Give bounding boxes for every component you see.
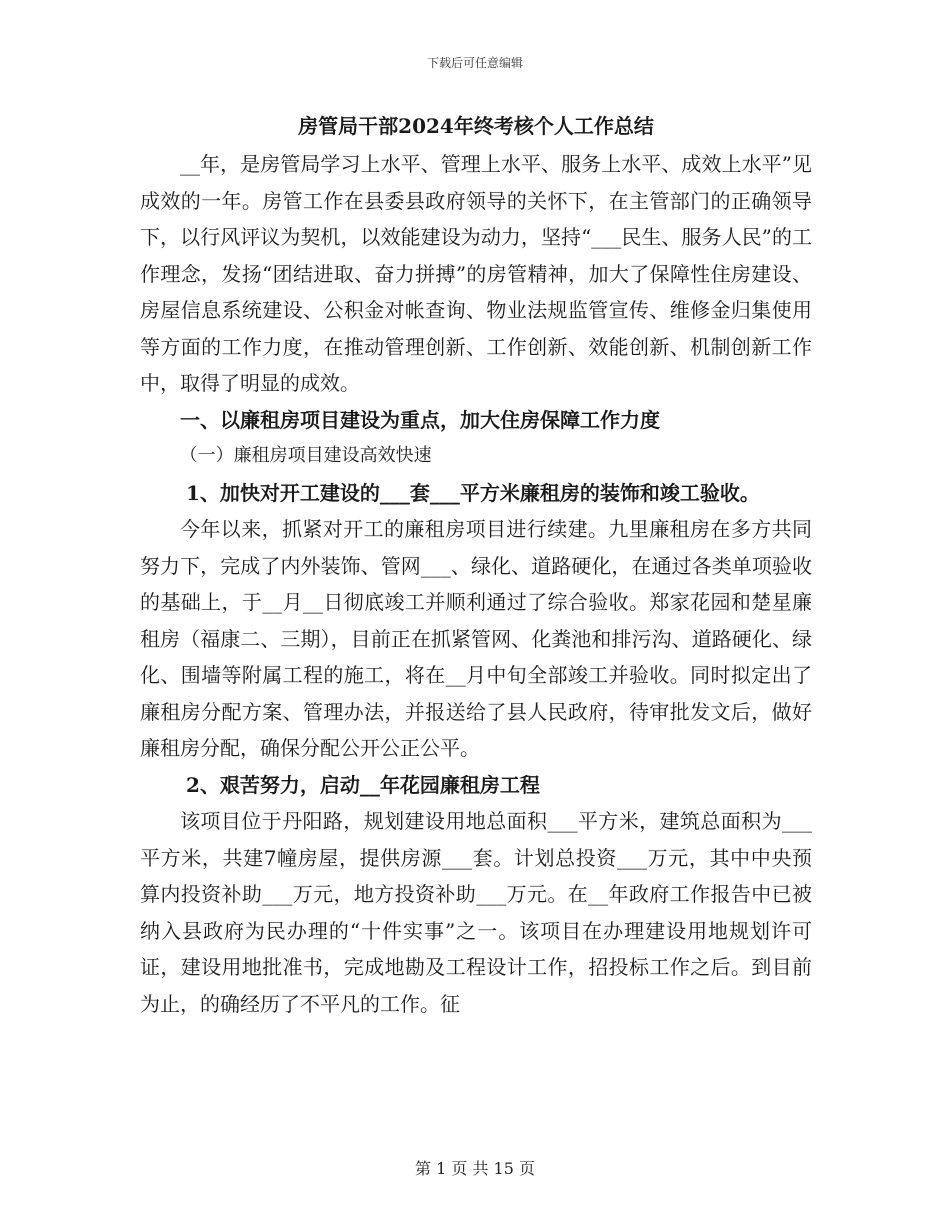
item-1-heading: 1、加快对开工建设的___套___平方米廉租房的装饰和竣工验收。 xyxy=(186,480,760,505)
document-title: 房管局干部2024年终考核个人工作总结 xyxy=(298,114,654,138)
subsection-1-heading: （一）廉租房项目建设高效快速 xyxy=(179,445,432,466)
item-2-paragraph: 该项目位于丹阳路，规划建设用地总面积___平方米，建筑总面积为___平方米，共建7幢房屋，提供房源___套。计划总投资___万元，其中中央预算内投资补助___万元，地方投资补助___万元。在__年政府工作报告中已被纳入县政府为民办理的“十件实事”之一。该项目在办理建设用地规划许可证，建设用地批准书，完成地勘及工程设计工作，招投标工作之后。到目前为止，的确经历了不平凡的工作。征 xyxy=(140,809,812,1016)
item-1-paragraph: 今年以来，抓紧对开工的廉租房项目进行续建。九里廉租房在多方共同努力下，完成了内外装饰、管网___、绿化、道路硬化，在通过各类单项验收的基础上，于__月__日彻底竣工并顺利通过了综合验收。郑家花园和楚星廉租房（福康二、三期），目前正在抓紧管网、化粪池和排污沟、道路硬化、绿化、围墙等附属工程的施工，将在__月中旬全部竣工并验收。同时拟定出了廉租房分配方案、管理办法，并报送给了县人民政府，待审批发文后，做好廉租房分配，确保分配公开公正公平。 xyxy=(140,517,812,760)
document-body xyxy=(140,112,812,1022)
section-1-heading: 一、以廉租房项目建设为重点，加大住房保障工作力度 xyxy=(180,407,660,432)
intro-paragraph: __年，是房管局学习上水平、管理上水平、服务上水平、成效上水平”见成效的一年。房管工作在县委县政府领导的关怀下，在主管部门的正确领导下，以行风评议为契机，以效能建设为动力，坚持“___民生、服务人民”的工作理念，发扬“团结进取、奋力拼搏”的房管精神，加大了保障性住房建设、房屋信息系统建设、公积金对帐查询、物业法规监管宣传、维修金归集使用等方面的工作力度，在推动管理创新、工作创新、效能创新、机制创新工作中，取得了明显的成效。 xyxy=(140,152,812,395)
item-2-heading: 2、艰苦努力，启动__年花园廉租房工程 xyxy=(186,772,540,797)
page-header-note: 下载后可任意编辑 xyxy=(426,56,523,70)
page-number: 第 1 页 共 15 页 xyxy=(415,1159,535,1178)
